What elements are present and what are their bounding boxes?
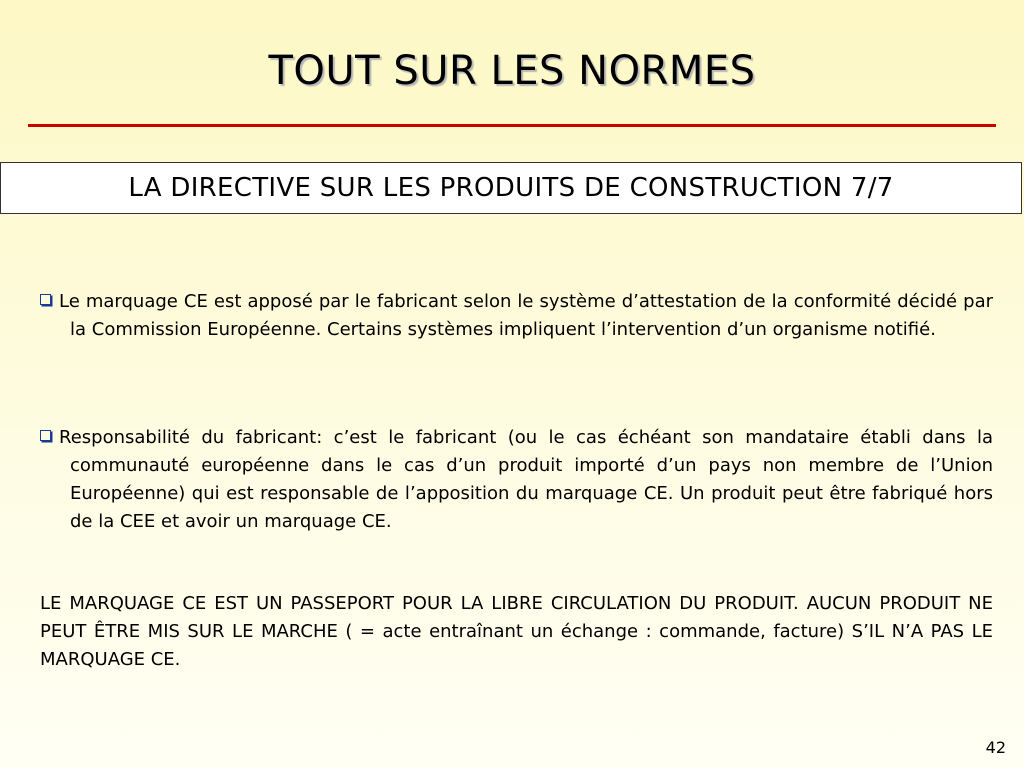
subtitle-box — [0, 162, 1022, 214]
bullet-text: Le marquage CE est apposé par le fabricant selon le système d’attestation de la conformité décidé par la Commission Européenne. Certains systèmes impliquent l’intervention d’un organisme notifié. — [59, 291, 993, 340]
slide-subtitle: LA DIRECTIVE SUR LES PRODUITS DE CONSTRUCTION 7/7 — [128, 173, 894, 203]
bullet-item — [40, 288, 993, 344]
bullet-text: Responsabilité du fabricant: c’est le fabricant (ou le cas échéant son mandataire établi dans la communauté européenne dans le cas d’un produit importé d’un pays non membre de l’Union Européenne) qui est responsable de l’apposition du marquage CE. Un produit peut être fabriqué hors de la CEE et avoir un marquage CE. — [59, 427, 993, 532]
checkbox-bullet-icon — [40, 430, 51, 441]
checkbox-bullet-icon — [40, 294, 51, 305]
page-number: 42 — [985, 738, 1006, 757]
bullet-item — [40, 424, 993, 536]
slide-title: TOUT SUR LES NORMES — [268, 48, 756, 94]
title-divider — [28, 124, 996, 127]
closing-statement: LE MARQUAGE CE EST UN PASSEPORT POUR LA LIBRE CIRCULATION DU PRODUIT. AUCUN PRODUIT NE PEUT ÊTRE MIS SUR LE MARCHE ( = acte entraînant un échange : commande, facture) S’IL N’A PAS LE MARQUAGE CE. — [40, 593, 993, 670]
